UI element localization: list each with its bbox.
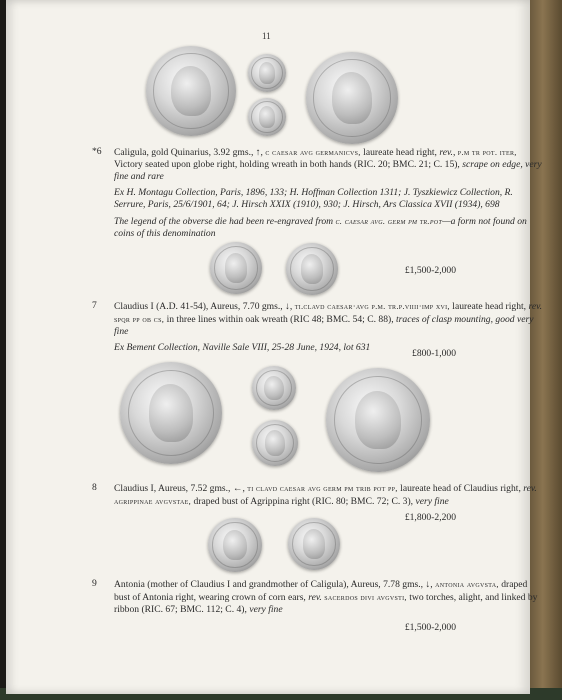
coin-antonia-reverse-torches [288, 518, 340, 570]
reverse-legend: agrippinae avgvstae, [114, 496, 192, 506]
reverse-description: Victory seated upon globe right, holding wreath in both hands (RIC. 20; BMC. 21; C. 15), [114, 159, 460, 170]
lot-title: Antonia (mother of Claudius I and grandmother of Caligula), Aureus, 7.78 gms., ↓, [114, 579, 433, 590]
coin-antonia-obverse [208, 518, 262, 572]
provenance: Ex H. Montagu Collection, Paris, 1896, 133; H. Hoffman Collection 1311; J. Tyszkiewicz Collection, R. Serrure, Paris, 25/6/1901, 64; J. Hirsch XXIX (1910), 930; J. Hirsch, Ars Classica XVII (1934), 698 [114, 187, 513, 210]
reverse-description: two torches, alight, and linked by ribbon (RIC. 67; BMC. 112; C. 4), [114, 592, 538, 615]
coin-caligula-enlarged-obverse [146, 46, 236, 136]
lot-title: Claudius I, Aureus, 7.52 gms., ←, [114, 483, 245, 494]
obverse-legend: c caesar avg germanicvs, [265, 147, 361, 157]
lot-6-price: £1,500-2,000 [404, 265, 456, 276]
coin-caligula-enlarged-reverse [306, 52, 398, 144]
condition: scrape on edge, very fine and rare [114, 159, 542, 182]
reverse-label: rev. [523, 483, 537, 494]
coin-agrippina-small-reverse [252, 420, 298, 466]
condition: very fine [249, 604, 283, 615]
page-number: 11 [262, 31, 271, 41]
coin-claudius-reverse-wreath [286, 243, 338, 295]
reverse-label: rev. [308, 592, 322, 603]
lot-title: Caligula, gold Quinarius, 3.92 gms., ↑, [114, 147, 263, 158]
reverse-legend: sacerdos divi avgvsti, [324, 592, 407, 602]
obverse-description: draped bust of Antonia right, wearing crown of corn ears, [114, 579, 528, 603]
obverse-description: laureate head of Claudius right, [400, 483, 521, 494]
reverse-description: in three lines within oak wreath (RIC 48; BMC. 54; C. 88), [166, 314, 394, 325]
lot-9-price: £1,500-2,000 [404, 622, 456, 633]
provenance: Ex Bement Collection, Naville Sale VIII, 25-28 June, 1924, lot 631 [114, 342, 371, 353]
condition: very fine [415, 496, 449, 507]
coin-claudius-small-obverse [252, 366, 296, 410]
coin-caligula-obverse [248, 54, 286, 92]
reverse-legend: p.m tr pot. iter, [457, 147, 517, 157]
obverse-legend: ti clavd caesar avg germ pm trib pot pp, [247, 483, 398, 493]
reverse-description: draped bust of Agrippina right (RIC. 80; BMC. 72; C. 3), [193, 496, 414, 507]
reverse-label: rev. [528, 301, 543, 312]
lot-number: *6 [92, 146, 102, 157]
coin-caligula-reverse [248, 98, 286, 136]
lot-7-price: £800-1,000 [412, 348, 456, 359]
note-legend: c. caesar avg. germ pm tr.pot [335, 216, 443, 226]
obverse-description: laureate head right, [452, 301, 527, 312]
coin-agrippina-enlarged-reverse [326, 368, 430, 472]
lot-number: 8 [92, 482, 97, 493]
obverse-legend: ti.clavd caesar·avg p.m. tr.p.viiii·imp xvi, [294, 301, 450, 311]
coin-claudius-obverse [210, 242, 262, 294]
lot-number: 7 [92, 300, 97, 311]
lot-8-price: £1,800-2,200 [404, 512, 456, 523]
reverse-label: rev. [439, 147, 453, 158]
lot-title: Claudius I (A.D. 41-54), Aureus, 7.70 gms., ↓, [114, 301, 293, 312]
obverse-description: laureate head right, [363, 147, 437, 158]
reverse-legend: spqr pp ob cs, [114, 314, 165, 324]
catalogue-page: 11 *6 Caligula, gold Quinarius, 3.92 gms., ↑, c caesar avg germanicvs, laureate head right, rev., p.m tr pot. iter, Victory seated upon globe right, holding wreath in both hands (RIC. 20; BMC. 21; C. 15), scrape on edge, very fine and rare Ex H. Montagu Collection, Paris, 1896, 133; H. Hoffman Collection 1311; J. Tyszkiewicz Collection, R. Serrure, Paris, 25/6/1901, 64; J. Hirsch XXIX (1910), 930; J. Hirsch, Ars Classica XVII (1934), 698 The legend of the obverse die had been re-engraved from c. caesar avg. germ pm tr.pot—a form not found on coins of this denomination £1,500-2,000 7 Claudius I (A.D. 41-54), Aureus, 7.70 gms., ↓, ti.clavd caesar·avg p.m. tr.p.viiii·imp xvi, laureate head right, rev. spqr pp ob cs, in three lines within oak wreath (RIC 48; BMC. 54; C. 88), traces of clasp mounting, good very fine Ex Bement Collection, Naville Sale VIII, 25-28 June, 1924, lot 631 £800-1,000 8 Claudius I, Aureus, 7.52 gms., ←, ti clavd caesar avg germ pm trib pot pp, laureate head of Claudius right, rev. agrippinae avgvstae, draped bust of Agrippina right (RIC. 80; BMC. 72; C. 3), very fine £1,800-2,200 9 Antonia (mother of Claudius I and grandmother of Caligula), Aureus, 7.78 gms., ↓, antonia avgvsta, draped bust of Antonia right, wearing crown of corn ears, rev. sacerdos divi avgvsti, two torches, alight, and linked by ribbon (RIC. 67; BMC. 112; C. 4), very fine £1,500-2,000 [6, 0, 530, 694]
coin-claudius-enlarged-obverse [120, 362, 222, 464]
note-text-end: —a form not found on coins of this denomination [114, 216, 527, 239]
note-text: The legend of the obverse die had been re-engraved from [114, 216, 334, 227]
obverse-legend: antonia avgvsta, [435, 579, 499, 589]
condition: traces of clasp mounting, good very fine [114, 314, 534, 337]
lot-number: 9 [92, 578, 97, 589]
